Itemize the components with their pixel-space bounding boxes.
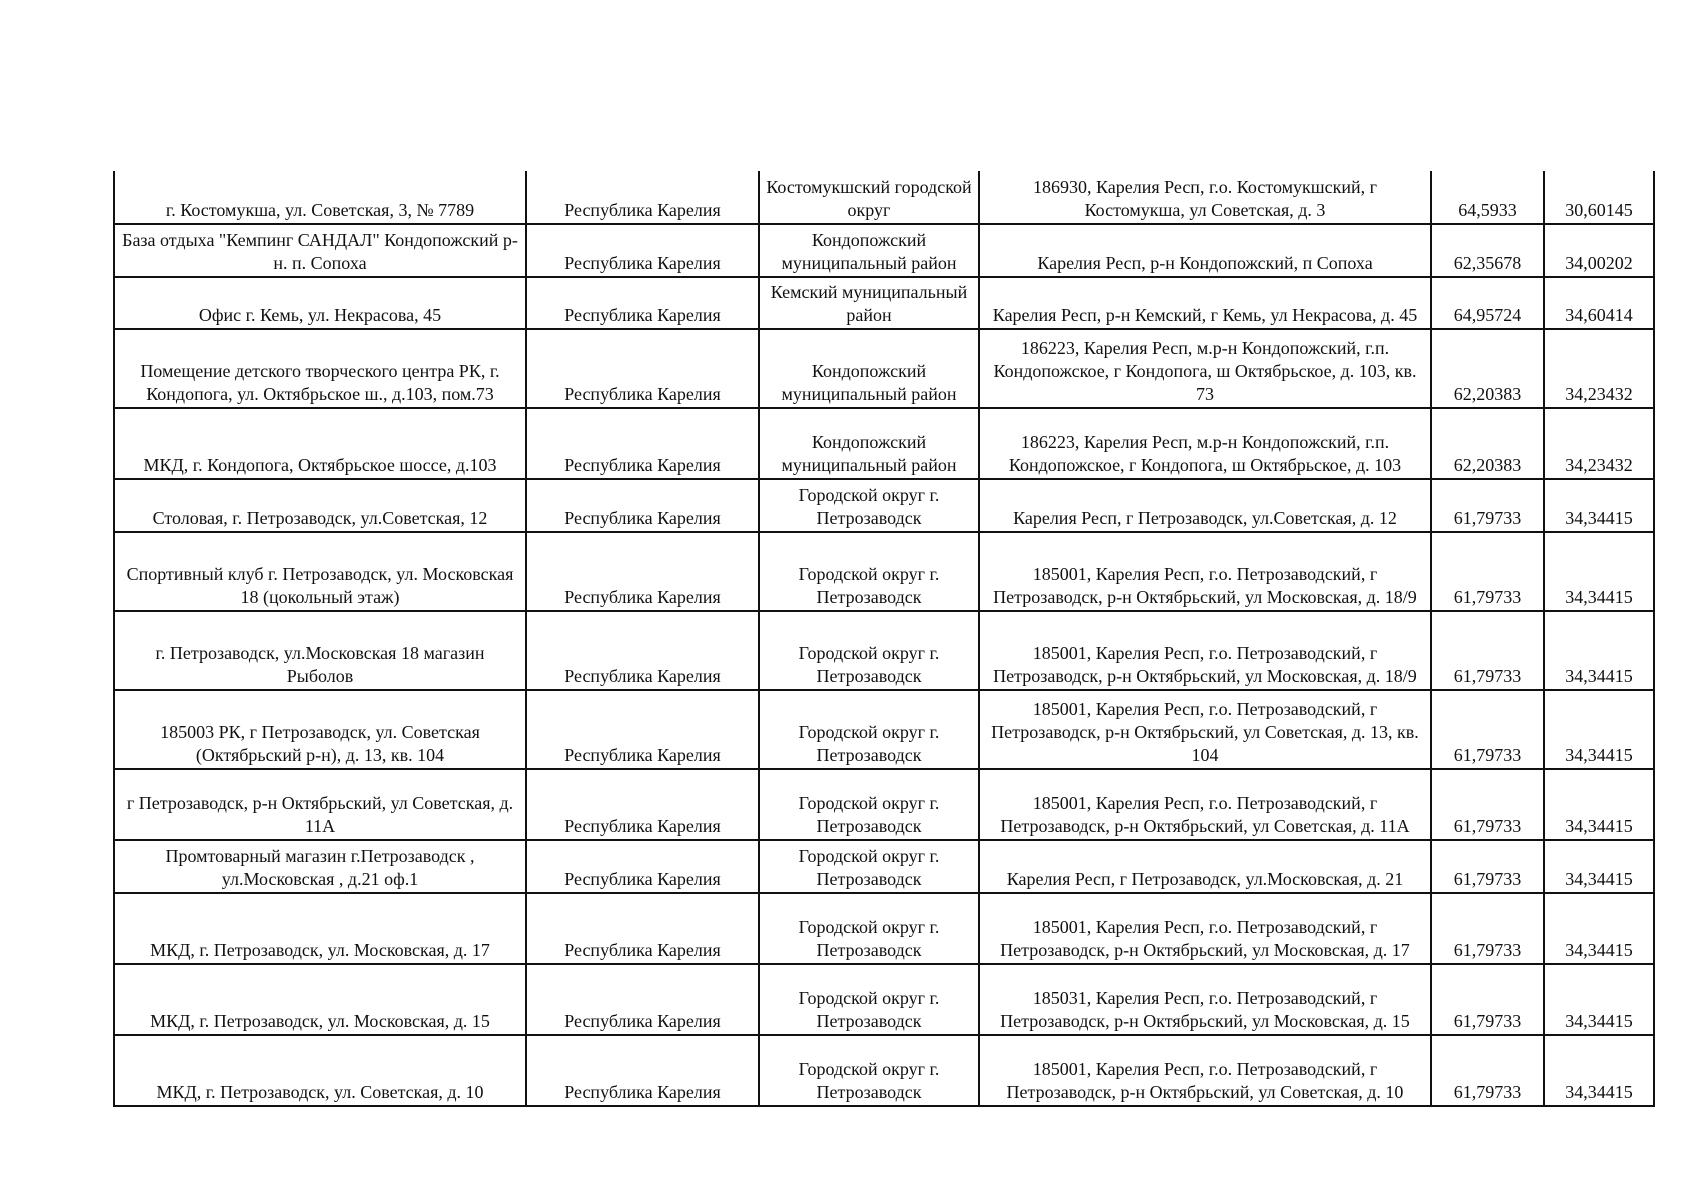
latitude-cell: 61,79733 — [1431, 479, 1544, 532]
object-name-cell: База отдыха "Кемпинг САНДАЛ" Кондопожский р-н. п. Сопоха — [114, 224, 526, 277]
latitude-cell: 62,20383 — [1431, 408, 1544, 479]
district-cell: Городской округ г. Петрозаводск — [759, 1035, 979, 1106]
latitude-cell: 61,79733 — [1431, 690, 1544, 769]
latitude-cell: 62,20383 — [1431, 329, 1544, 408]
longitude-cell: 34,00202 — [1544, 224, 1654, 277]
address-cell: 186930, Карелия Респ, г.о. Костомукшский, г Костомукша, ул Советская, д. 3 — [979, 171, 1431, 224]
object-name-cell: Помещение детского творческого центра РК, г. Кондопога, ул. Октябрьское ш., д.103, пом.73 — [114, 329, 526, 408]
district-cell: Городской округ г. Петрозаводск — [759, 532, 979, 611]
longitude-cell: 34,34415 — [1544, 964, 1654, 1035]
address-cell: 185001, Карелия Респ, г.о. Петрозаводский, г Петрозаводск, р-н Октябрьский, ул Московская, д. 18/9 — [979, 611, 1431, 690]
object-name-cell: МКД, г. Петрозаводск, ул. Московская, д. 17 — [114, 893, 526, 964]
object-name-cell: 185003 РК, г Петрозаводск, ул. Советская (Октябрьский р-н), д. 13, кв. 104 — [114, 690, 526, 769]
address-cell: 185031, Карелия Респ, г.о. Петрозаводский, г Петрозаводск, р-н Октябрьский, ул Московская, д. 15 — [979, 964, 1431, 1035]
region-cell: Республика Карелия — [526, 893, 759, 964]
district-cell: Городской округ г. Петрозаводск — [759, 479, 979, 532]
district-cell: Городской округ г. Петрозаводск — [759, 893, 979, 964]
latitude-cell: 61,79733 — [1431, 1035, 1544, 1106]
longitude-cell: 34,23432 — [1544, 408, 1654, 479]
table-row — [114, 611, 1654, 690]
table-row — [114, 1035, 1654, 1106]
latitude-cell: 61,79733 — [1431, 893, 1544, 964]
table-row — [114, 329, 1654, 408]
district-cell: Городской округ г. Петрозаводск — [759, 690, 979, 769]
address-cell: 185001, Карелия Респ, г.о. Петрозаводский, г Петрозаводск, р-н Октябрьский, ул Советская, д. 11А — [979, 769, 1431, 840]
region-cell: Республика Карелия — [526, 964, 759, 1035]
table-row — [114, 408, 1654, 479]
latitude-cell: 61,79733 — [1431, 532, 1544, 611]
object-name-cell: МКД, г. Петрозаводск, ул. Советская, д. 10 — [114, 1035, 526, 1106]
address-cell: Карелия Респ, г Петрозаводск, ул.Советская, д. 12 — [979, 479, 1431, 532]
longitude-cell: 34,34415 — [1544, 840, 1654, 893]
table-row — [114, 690, 1654, 769]
region-cell: Республика Карелия — [526, 840, 759, 893]
address-cell: 185001, Карелия Респ, г.о. Петрозаводский, г Петрозаводск, р-н Октябрьский, ул Советская, д. 10 — [979, 1035, 1431, 1106]
longitude-cell: 34,34415 — [1544, 532, 1654, 611]
table-row — [114, 964, 1654, 1035]
latitude-cell: 62,35678 — [1431, 224, 1544, 277]
region-cell: Республика Карелия — [526, 611, 759, 690]
district-cell: Городской округ г. Петрозаводск — [759, 840, 979, 893]
district-cell: Кондопожский муниципальный район — [759, 224, 979, 277]
table-row — [114, 171, 1654, 224]
object-name-cell: Спортивный клуб г. Петрозаводск, ул. Московская 18 (цокольный этаж) — [114, 532, 526, 611]
object-name-cell: г. Петрозаводск, ул.Московская 18 магазин Рыболов — [114, 611, 526, 690]
table-row — [114, 277, 1654, 329]
district-cell: Кемский муниципальный район — [759, 277, 979, 329]
object-name-cell: МКД, г. Петрозаводск, ул. Московская, д. 15 — [114, 964, 526, 1035]
district-cell: Костомукшский городской округ — [759, 171, 979, 224]
district-cell: Кондопожский муниципальный район — [759, 408, 979, 479]
region-cell: Республика Карелия — [526, 171, 759, 224]
address-cell: 186223, Карелия Респ, м.р-н Кондопожский, г.п. Кондопожское, г Кондопога, ш Октябрьское, д. 103, кв. 73 — [979, 329, 1431, 408]
address-cell: 185001, Карелия Респ, г.о. Петрозаводский, г Петрозаводск, р-н Октябрьский, ул Московская, д. 18/9 — [979, 532, 1431, 611]
longitude-cell: 34,23432 — [1544, 329, 1654, 408]
address-cell: Карелия Респ, р-н Кемский, г Кемь, ул Некрасова, д. 45 — [979, 277, 1431, 329]
object-name-cell: Промтоварный магазин г.Петрозаводск , ул.Московская , д.21 оф.1 — [114, 840, 526, 893]
object-name-cell: г. Костомукша, ул. Советская, 3, № 7789 — [114, 171, 526, 224]
region-cell: Республика Карелия — [526, 329, 759, 408]
longitude-cell: 34,34415 — [1544, 611, 1654, 690]
district-cell: Городской округ г. Петрозаводск — [759, 611, 979, 690]
table-row — [114, 893, 1654, 964]
address-cell: Карелия Респ, г Петрозаводск, ул.Московская, д. 21 — [979, 840, 1431, 893]
region-cell: Республика Карелия — [526, 1035, 759, 1106]
address-cell: 185001, Карелия Респ, г.о. Петрозаводский, г Петрозаводск, р-н Октябрьский, ул Советская, д. 13, кв. 104 — [979, 690, 1431, 769]
object-name-cell: МКД, г. Кондопога, Октябрьское шоссе, д.103 — [114, 408, 526, 479]
object-name-cell: г Петрозаводск, р-н Октябрьский, ул Советская, д. 11А — [114, 769, 526, 840]
table-row — [114, 224, 1654, 277]
latitude-cell: 64,95724 — [1431, 277, 1544, 329]
region-cell: Республика Карелия — [526, 690, 759, 769]
latitude-cell: 61,79733 — [1431, 964, 1544, 1035]
address-cell: Карелия Респ, р-н Кондопожский, п Сопоха — [979, 224, 1431, 277]
longitude-cell: 30,60145 — [1544, 171, 1654, 224]
table-row — [114, 532, 1654, 611]
region-cell: Республика Карелия — [526, 769, 759, 840]
table-row — [114, 479, 1654, 532]
longitude-cell: 34,34415 — [1544, 769, 1654, 840]
district-cell: Городской округ г. Петрозаводск — [759, 964, 979, 1035]
region-cell: Республика Карелия — [526, 479, 759, 532]
region-cell: Республика Карелия — [526, 277, 759, 329]
object-name-cell: Столовая, г. Петрозаводск, ул.Советская, 12 — [114, 479, 526, 532]
latitude-cell: 61,79733 — [1431, 769, 1544, 840]
latitude-cell: 61,79733 — [1431, 840, 1544, 893]
longitude-cell: 34,34415 — [1544, 893, 1654, 964]
locations-table — [113, 171, 1655, 1107]
region-cell: Республика Карелия — [526, 408, 759, 479]
longitude-cell: 34,34415 — [1544, 690, 1654, 769]
object-name-cell: Офис г. Кемь, ул. Некрасова, 45 — [114, 277, 526, 329]
latitude-cell: 61,79733 — [1431, 611, 1544, 690]
region-cell: Республика Карелия — [526, 532, 759, 611]
table-row — [114, 769, 1654, 840]
table-row — [114, 840, 1654, 893]
address-cell: 185001, Карелия Респ, г.о. Петрозаводский, г Петрозаводск, р-н Октябрьский, ул Московская, д. 17 — [979, 893, 1431, 964]
longitude-cell: 34,34415 — [1544, 1035, 1654, 1106]
address-cell: 186223, Карелия Респ, м.р-н Кондопожский, г.п. Кондопожское, г Кондопога, ш Октябрьское, д. 103 — [979, 408, 1431, 479]
latitude-cell: 64,5933 — [1431, 171, 1544, 224]
district-cell: Городской округ г. Петрозаводск — [759, 769, 979, 840]
region-cell: Республика Карелия — [526, 224, 759, 277]
longitude-cell: 34,34415 — [1544, 479, 1654, 532]
longitude-cell: 34,60414 — [1544, 277, 1654, 329]
district-cell: Кондопожский муниципальный район — [759, 329, 979, 408]
